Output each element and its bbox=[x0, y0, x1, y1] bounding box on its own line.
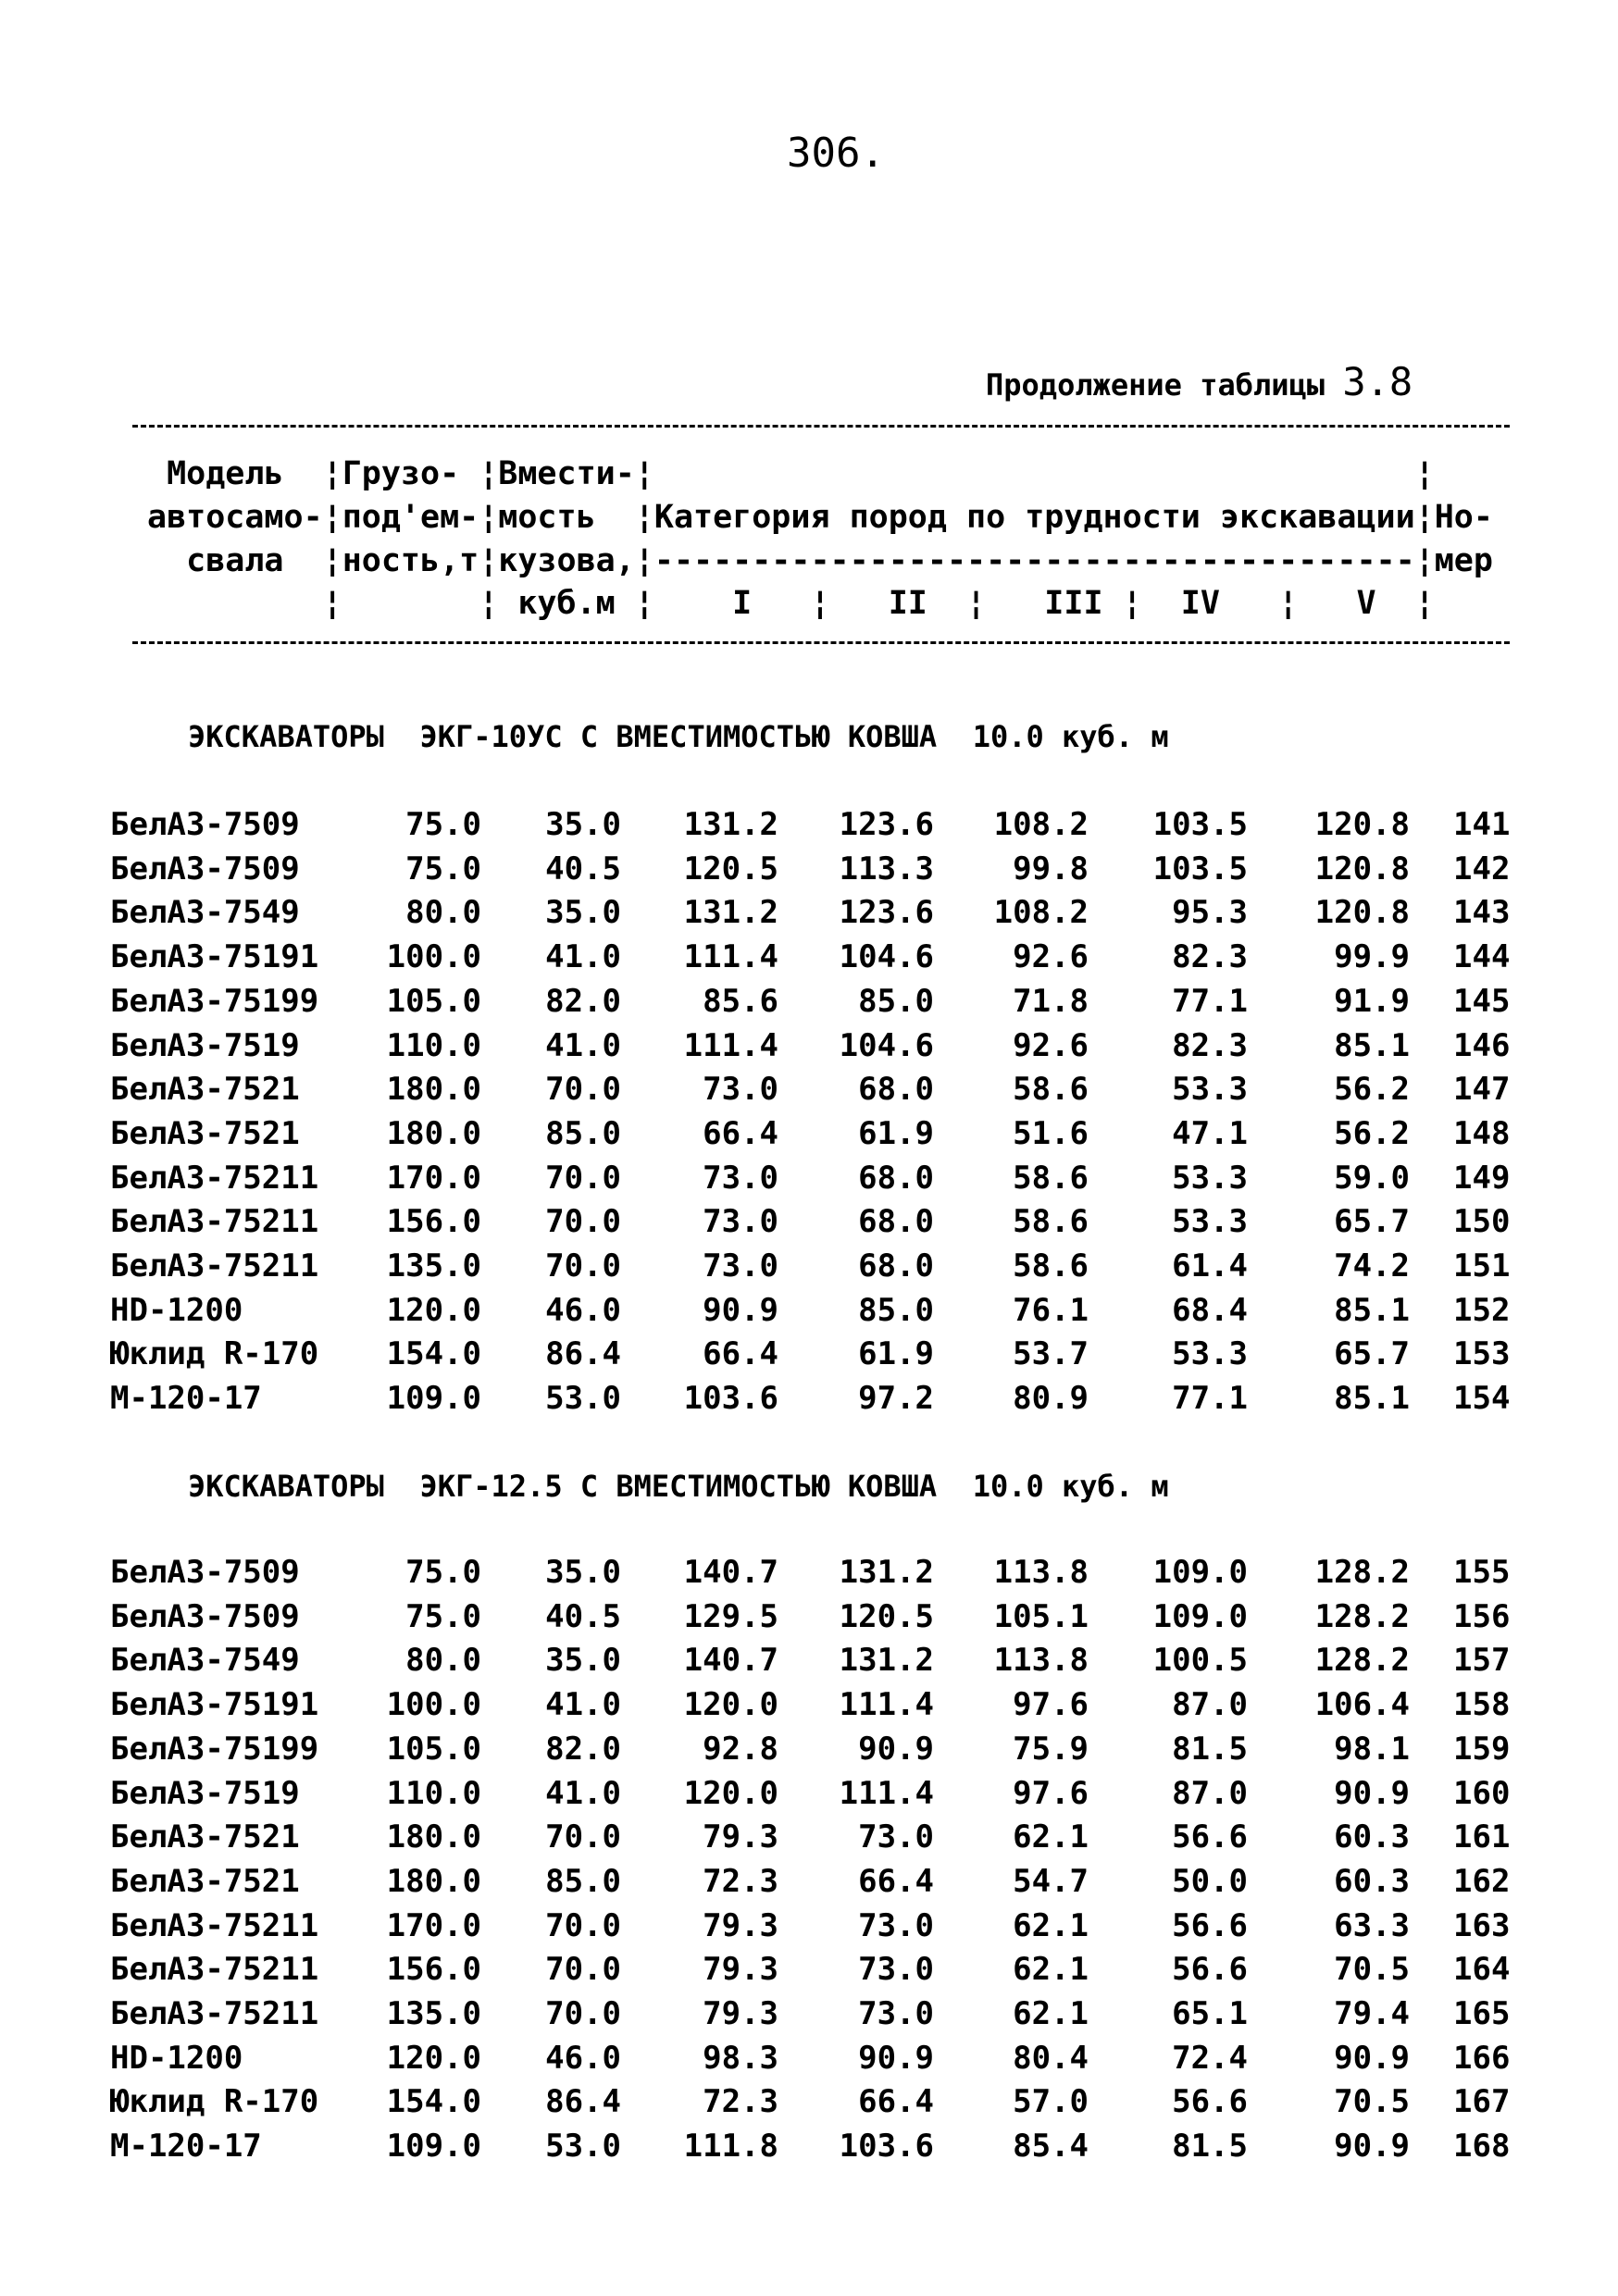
cell-body-volume: 70.0 bbox=[545, 1159, 621, 1197]
cell-cat-v: 60.3 bbox=[1334, 1818, 1410, 1856]
cell-cat-v: 63.3 bbox=[1334, 1906, 1410, 1944]
cell-cat-iv: 81.5 bbox=[1172, 2128, 1248, 2166]
cell-payload-t: 75.0 bbox=[405, 850, 481, 887]
cell-model: БелАЗ-7549 bbox=[110, 1642, 300, 1680]
header-line-3: свала ¦ность,т¦кузова,¦---------------------------------------¦мер bbox=[147, 542, 1493, 579]
table-row bbox=[0, 894, 1618, 937]
cell-payload-t: 75.0 bbox=[405, 1597, 481, 1635]
cell-cat-iii: 58.6 bbox=[1013, 1159, 1089, 1197]
cell-cat-i: 79.3 bbox=[703, 1995, 778, 2032]
cell-cat-iii: 62.1 bbox=[1013, 1951, 1089, 1989]
cell-cat-i: 98.3 bbox=[703, 2039, 778, 2077]
cell-model: БелАЗ-7509 bbox=[110, 1554, 300, 1591]
cell-model: БелАЗ-7549 bbox=[110, 894, 300, 932]
cell-body-volume: 82.0 bbox=[545, 982, 621, 1020]
cell-model: БелАЗ-75211 bbox=[110, 1906, 319, 1944]
cell-model: БелАЗ-75211 bbox=[110, 1995, 319, 2032]
cell-cat-v: 59.0 bbox=[1334, 1159, 1410, 1197]
cell-cat-iii: 57.0 bbox=[1013, 2083, 1089, 2121]
cell-payload-t: 100.0 bbox=[386, 1686, 481, 1724]
cell-model: М-120-17 bbox=[110, 1380, 262, 1418]
cell-cat-ii: 90.9 bbox=[858, 1730, 934, 1768]
cell-number: 161 bbox=[1453, 1818, 1511, 1856]
header-bottom-rule bbox=[132, 641, 1510, 644]
table-row bbox=[0, 1951, 1618, 1993]
cell-cat-ii: 113.3 bbox=[839, 850, 934, 887]
cell-cat-iii: 75.9 bbox=[1013, 1730, 1089, 1768]
cell-number: 154 bbox=[1453, 1380, 1511, 1418]
cell-cat-v: 60.3 bbox=[1334, 1862, 1410, 1900]
cell-model: БелАЗ-75191 bbox=[110, 1686, 319, 1724]
cell-cat-i: 120.0 bbox=[683, 1774, 778, 1812]
cell-body-volume: 70.0 bbox=[545, 1906, 621, 1944]
cell-cat-ii: 85.0 bbox=[858, 1291, 934, 1329]
cell-cat-i: 79.3 bbox=[703, 1818, 778, 1856]
cell-cat-v: 70.5 bbox=[1334, 2083, 1410, 2121]
cell-body-volume: 86.4 bbox=[545, 2083, 621, 2121]
cell-cat-i: 131.2 bbox=[683, 894, 778, 932]
cell-number: 152 bbox=[1453, 1291, 1511, 1329]
cell-cat-ii: 123.6 bbox=[839, 894, 934, 932]
cell-cat-i: 79.3 bbox=[703, 1951, 778, 1989]
cell-body-volume: 46.0 bbox=[545, 1291, 621, 1329]
cell-cat-iv: 103.5 bbox=[1152, 850, 1248, 887]
table-row bbox=[0, 1247, 1618, 1290]
cell-cat-iv: 72.4 bbox=[1172, 2039, 1248, 2077]
cell-cat-iii: 54.7 bbox=[1013, 1862, 1089, 1900]
cell-cat-iv: 53.3 bbox=[1172, 1071, 1248, 1109]
cell-cat-i: 129.5 bbox=[683, 1597, 778, 1635]
cell-cat-iii: 97.6 bbox=[1013, 1686, 1089, 1724]
cell-cat-i: 120.5 bbox=[683, 850, 778, 887]
table-row bbox=[0, 1907, 1618, 1950]
cell-cat-iv: 56.6 bbox=[1172, 1951, 1248, 1989]
cell-payload-t: 100.0 bbox=[386, 938, 481, 976]
cell-cat-ii: 123.6 bbox=[839, 806, 934, 843]
cell-cat-v: 90.9 bbox=[1334, 1774, 1410, 1812]
cell-body-volume: 35.0 bbox=[545, 894, 621, 932]
cell-body-volume: 70.0 bbox=[545, 1203, 621, 1241]
cell-cat-ii: 104.6 bbox=[839, 1026, 934, 1064]
cell-number: 160 bbox=[1453, 1774, 1511, 1812]
cell-body-volume: 70.0 bbox=[545, 1818, 621, 1856]
cell-cat-i: 73.0 bbox=[703, 1247, 778, 1285]
cell-model: БелАЗ-75199 bbox=[110, 982, 319, 1020]
cell-number: 141 bbox=[1453, 806, 1511, 843]
cell-body-volume: 35.0 bbox=[545, 806, 621, 843]
cell-cat-ii: 61.9 bbox=[858, 1114, 934, 1152]
cell-payload-t: 180.0 bbox=[386, 1114, 481, 1152]
table-row bbox=[0, 1554, 1618, 1596]
cell-cat-ii: 103.6 bbox=[839, 2128, 934, 2166]
cell-cat-iii: 58.6 bbox=[1013, 1071, 1089, 1109]
cell-cat-ii: 66.4 bbox=[858, 2083, 934, 2121]
cell-cat-v: 90.9 bbox=[1334, 2039, 1410, 2077]
cell-cat-i: 103.6 bbox=[683, 1380, 778, 1418]
cell-number: 158 bbox=[1453, 1686, 1511, 1724]
cell-cat-i: 72.3 bbox=[703, 1862, 778, 1900]
cell-cat-iii: 85.4 bbox=[1013, 2128, 1089, 2166]
cell-cat-iii: 99.8 bbox=[1013, 850, 1089, 887]
cell-number: 142 bbox=[1453, 850, 1511, 887]
cell-cat-iv: 47.1 bbox=[1172, 1114, 1248, 1152]
table-row bbox=[0, 1818, 1618, 1861]
cell-body-volume: 53.0 bbox=[545, 2128, 621, 2166]
cell-body-volume: 41.0 bbox=[545, 1026, 621, 1064]
cell-number: 143 bbox=[1453, 894, 1511, 932]
cell-payload-t: 180.0 bbox=[386, 1862, 481, 1900]
cell-model: БелАЗ-75199 bbox=[110, 1730, 319, 1768]
table-row bbox=[0, 2128, 1618, 2170]
cell-cat-ii: 120.5 bbox=[839, 1597, 934, 1635]
table-row bbox=[0, 806, 1618, 849]
cell-cat-iv: 65.1 bbox=[1172, 1995, 1248, 2032]
cell-cat-v: 106.4 bbox=[1314, 1686, 1410, 1724]
cell-number: 149 bbox=[1453, 1159, 1511, 1197]
cell-cat-iv: 56.6 bbox=[1172, 1818, 1248, 1856]
cell-cat-iv: 87.0 bbox=[1172, 1774, 1248, 1812]
cell-cat-ii: 68.0 bbox=[858, 1203, 934, 1241]
cell-cat-iii: 80.4 bbox=[1013, 2039, 1089, 2077]
cell-number: 145 bbox=[1453, 982, 1511, 1020]
cell-cat-ii: 131.2 bbox=[839, 1642, 934, 1680]
cell-cat-iv: 61.4 bbox=[1172, 1247, 1248, 1285]
table-row bbox=[0, 2083, 1618, 2126]
cell-model: БелАЗ-7521 bbox=[110, 1818, 300, 1856]
cell-cat-iii: 108.2 bbox=[993, 806, 1089, 843]
cell-model: HD-1200 bbox=[110, 2039, 243, 2077]
cell-number: 147 bbox=[1453, 1071, 1511, 1109]
cell-cat-v: 91.9 bbox=[1334, 982, 1410, 1020]
cell-body-volume: 85.0 bbox=[545, 1114, 621, 1152]
table-row bbox=[0, 1160, 1618, 1202]
cell-cat-ii: 104.6 bbox=[839, 938, 934, 976]
cell-model: БелАЗ-75191 bbox=[110, 938, 319, 976]
cell-model: БелАЗ-7519 bbox=[110, 1026, 300, 1064]
cell-body-volume: 40.5 bbox=[545, 1597, 621, 1635]
table-row bbox=[0, 1686, 1618, 1729]
cell-cat-i: 111.4 bbox=[683, 938, 778, 976]
cell-model: БелАЗ-7521 bbox=[110, 1071, 300, 1109]
cell-number: 159 bbox=[1453, 1730, 1511, 1768]
cell-cat-ii: 73.0 bbox=[858, 1906, 934, 1944]
cell-number: 166 bbox=[1453, 2039, 1511, 2077]
cell-model: Юклид R-170 bbox=[110, 1335, 319, 1373]
table-row bbox=[0, 850, 1618, 893]
cell-cat-ii: 68.0 bbox=[858, 1071, 934, 1109]
cell-body-volume: 70.0 bbox=[545, 1247, 621, 1285]
cell-number: 167 bbox=[1453, 2083, 1511, 2121]
table-row bbox=[0, 983, 1618, 1025]
cell-payload-t: 80.0 bbox=[405, 1642, 481, 1680]
cell-number: 151 bbox=[1453, 1247, 1511, 1285]
cell-model: БелАЗ-7509 bbox=[110, 806, 300, 843]
cell-cat-ii: 90.9 bbox=[858, 2039, 934, 2077]
cell-cat-i: 73.0 bbox=[703, 1159, 778, 1197]
cell-cat-iii: 53.7 bbox=[1013, 1335, 1089, 1373]
cell-cat-iv: 81.5 bbox=[1172, 1730, 1248, 1768]
cell-model: БелАЗ-7509 bbox=[110, 1597, 300, 1635]
cell-number: 150 bbox=[1453, 1203, 1511, 1241]
cell-cat-iii: 62.1 bbox=[1013, 1995, 1089, 2032]
cell-cat-iii: 58.6 bbox=[1013, 1203, 1089, 1241]
cell-cat-ii: 73.0 bbox=[858, 1951, 934, 1989]
header-line-4: ¦ ¦ куб.м ¦ I ¦ II ¦ III ¦ IV ¦ V ¦ bbox=[147, 585, 1435, 622]
cell-payload-t: 120.0 bbox=[386, 1291, 481, 1329]
cell-cat-v: 90.9 bbox=[1334, 2128, 1410, 2166]
cell-payload-t: 105.0 bbox=[386, 1730, 481, 1768]
cell-payload-t: 156.0 bbox=[386, 1951, 481, 1989]
page-number: 306. bbox=[787, 130, 885, 177]
cell-cat-ii: 131.2 bbox=[839, 1554, 934, 1591]
cell-cat-ii: 73.0 bbox=[858, 1995, 934, 2032]
cell-cat-v: 74.2 bbox=[1334, 1247, 1410, 1285]
cell-cat-i: 120.0 bbox=[683, 1686, 778, 1724]
cell-number: 144 bbox=[1453, 938, 1511, 976]
cell-number: 155 bbox=[1453, 1554, 1511, 1591]
cell-body-volume: 86.4 bbox=[545, 1335, 621, 1373]
cell-cat-v: 85.1 bbox=[1334, 1026, 1410, 1064]
cell-body-volume: 70.0 bbox=[545, 1995, 621, 2032]
cell-cat-iii: 92.6 bbox=[1013, 938, 1089, 976]
cell-cat-i: 85.6 bbox=[703, 982, 778, 1020]
cell-cat-iv: 82.3 bbox=[1172, 938, 1248, 976]
cell-payload-t: 154.0 bbox=[386, 2083, 481, 2121]
cell-cat-iii: 58.6 bbox=[1013, 1247, 1089, 1285]
cell-cat-i: 90.9 bbox=[703, 1291, 778, 1329]
cell-cat-v: 56.2 bbox=[1334, 1071, 1410, 1109]
section-title-ekg-12-5: ЭКСКАВАТОРЫ ЭКГ-12.5 С ВМЕСТИМОСТЬЮ КОВША 10.0 куб. м bbox=[188, 1469, 1169, 1504]
cell-cat-i: 66.4 bbox=[703, 1335, 778, 1373]
cell-cat-ii: 61.9 bbox=[858, 1335, 934, 1373]
cell-number: 153 bbox=[1453, 1335, 1511, 1373]
cell-cat-v: 128.2 bbox=[1314, 1554, 1410, 1591]
table-row bbox=[0, 1995, 1618, 2038]
cell-cat-ii: 97.2 bbox=[858, 1380, 934, 1418]
cell-cat-v: 120.8 bbox=[1314, 850, 1410, 887]
cell-cat-i: 111.8 bbox=[683, 2128, 778, 2166]
cell-cat-iv: 77.1 bbox=[1172, 982, 1248, 1020]
cell-cat-iii: 113.8 bbox=[993, 1642, 1089, 1680]
cell-cat-iv: 56.6 bbox=[1172, 1906, 1248, 1944]
cell-payload-t: 75.0 bbox=[405, 806, 481, 843]
table-number: 3.8 bbox=[1342, 359, 1413, 404]
cell-cat-iv: 56.6 bbox=[1172, 2083, 1248, 2121]
cell-cat-iv: 82.3 bbox=[1172, 1026, 1248, 1064]
cell-cat-v: 85.1 bbox=[1334, 1380, 1410, 1418]
cell-cat-v: 99.9 bbox=[1334, 938, 1410, 976]
cell-cat-i: 140.7 bbox=[683, 1642, 778, 1680]
cell-cat-v: 85.1 bbox=[1334, 1291, 1410, 1329]
cell-cat-ii: 73.0 bbox=[858, 1818, 934, 1856]
cell-cat-iv: 109.0 bbox=[1152, 1554, 1248, 1591]
cell-cat-iv: 53.3 bbox=[1172, 1203, 1248, 1241]
cell-cat-iii: 62.1 bbox=[1013, 1818, 1089, 1856]
cell-model: БелАЗ-75211 bbox=[110, 1247, 319, 1285]
cell-body-volume: 70.0 bbox=[545, 1951, 621, 1989]
cell-cat-v: 65.7 bbox=[1334, 1335, 1410, 1373]
cell-payload-t: 105.0 bbox=[386, 982, 481, 1020]
cell-cat-iv: 109.0 bbox=[1152, 1597, 1248, 1635]
table-row bbox=[0, 1863, 1618, 1905]
table-row bbox=[0, 1027, 1618, 1070]
cell-body-volume: 35.0 bbox=[545, 1642, 621, 1680]
cell-model: БелАЗ-7509 bbox=[110, 850, 300, 887]
cell-payload-t: 135.0 bbox=[386, 1247, 481, 1285]
table-row bbox=[0, 1203, 1618, 1246]
cell-cat-ii: 85.0 bbox=[858, 982, 934, 1020]
cell-cat-iii: 105.1 bbox=[993, 1597, 1089, 1635]
section-title-ekg-10us: ЭКСКАВАТОРЫ ЭКГ-10УС С ВМЕСТИМОСТЬЮ КОВША 10.0 куб. м bbox=[188, 719, 1169, 754]
cell-cat-iii: 51.6 bbox=[1013, 1114, 1089, 1152]
cell-body-volume: 35.0 bbox=[545, 1554, 621, 1591]
cell-cat-iii: 76.1 bbox=[1013, 1291, 1089, 1329]
cell-model: Юклид R-170 bbox=[110, 2083, 319, 2121]
cell-number: 157 bbox=[1453, 1642, 1511, 1680]
cell-payload-t: 180.0 bbox=[386, 1818, 481, 1856]
caption-text: Продолжение таблицы bbox=[986, 367, 1343, 403]
table-row bbox=[0, 1380, 1618, 1422]
cell-cat-v: 70.5 bbox=[1334, 1951, 1410, 1989]
cell-cat-iv: 53.3 bbox=[1172, 1335, 1248, 1373]
cell-cat-iii: 92.6 bbox=[1013, 1026, 1089, 1064]
cell-number: 168 bbox=[1453, 2128, 1511, 2166]
cell-cat-iv: 87.0 bbox=[1172, 1686, 1248, 1724]
cell-model: БелАЗ-7521 bbox=[110, 1114, 300, 1152]
table-row bbox=[0, 1775, 1618, 1818]
cell-body-volume: 41.0 bbox=[545, 938, 621, 976]
table-caption bbox=[986, 359, 1413, 404]
cell-cat-i: 73.0 bbox=[703, 1203, 778, 1241]
cell-cat-i: 140.7 bbox=[683, 1554, 778, 1591]
cell-payload-t: 120.0 bbox=[386, 2039, 481, 2077]
cell-payload-t: 80.0 bbox=[405, 894, 481, 932]
cell-cat-v: 128.2 bbox=[1314, 1642, 1410, 1680]
cell-cat-iv: 95.3 bbox=[1172, 894, 1248, 932]
cell-model: М-120-17 bbox=[110, 2128, 262, 2166]
cell-payload-t: 154.0 bbox=[386, 1335, 481, 1373]
cell-payload-t: 110.0 bbox=[386, 1026, 481, 1064]
cell-model: БелАЗ-7521 bbox=[110, 1862, 300, 1900]
cell-body-volume: 70.0 bbox=[545, 1071, 621, 1109]
cell-cat-iii: 108.2 bbox=[993, 894, 1089, 932]
cell-model: БелАЗ-7519 bbox=[110, 1774, 300, 1812]
cell-cat-v: 56.2 bbox=[1334, 1114, 1410, 1152]
cell-cat-iv: 68.4 bbox=[1172, 1291, 1248, 1329]
cell-number: 156 bbox=[1453, 1597, 1511, 1635]
table-row bbox=[0, 1642, 1618, 1684]
table-row bbox=[0, 1115, 1618, 1158]
cell-payload-t: 109.0 bbox=[386, 1380, 481, 1418]
cell-body-volume: 41.0 bbox=[545, 1686, 621, 1724]
cell-cat-v: 120.8 bbox=[1314, 894, 1410, 932]
table-row bbox=[0, 2040, 1618, 2082]
cell-cat-i: 72.3 bbox=[703, 2083, 778, 2121]
cell-cat-iii: 80.9 bbox=[1013, 1380, 1089, 1418]
cell-body-volume: 40.5 bbox=[545, 850, 621, 887]
cell-cat-i: 79.3 bbox=[703, 1906, 778, 1944]
cell-cat-iv: 103.5 bbox=[1152, 806, 1248, 843]
cell-body-volume: 46.0 bbox=[545, 2039, 621, 2077]
cell-payload-t: 170.0 bbox=[386, 1906, 481, 1944]
cell-cat-ii: 68.0 bbox=[858, 1159, 934, 1197]
cell-body-volume: 53.0 bbox=[545, 1380, 621, 1418]
cell-cat-v: 79.4 bbox=[1334, 1995, 1410, 2032]
cell-number: 164 bbox=[1453, 1951, 1511, 1989]
cell-cat-ii: 66.4 bbox=[858, 1862, 934, 1900]
cell-cat-ii: 68.0 bbox=[858, 1247, 934, 1285]
cell-cat-iii: 113.8 bbox=[993, 1554, 1089, 1591]
cell-payload-t: 110.0 bbox=[386, 1774, 481, 1812]
table-row bbox=[0, 1292, 1618, 1334]
cell-payload-t: 109.0 bbox=[386, 2128, 481, 2166]
header-top-rule bbox=[132, 425, 1510, 428]
cell-payload-t: 170.0 bbox=[386, 1159, 481, 1197]
cell-cat-i: 73.0 bbox=[703, 1071, 778, 1109]
cell-cat-iii: 71.8 bbox=[1013, 982, 1089, 1020]
cell-cat-iv: 77.1 bbox=[1172, 1380, 1248, 1418]
cell-number: 148 bbox=[1453, 1114, 1511, 1152]
table-row bbox=[0, 1731, 1618, 1773]
cell-payload-t: 135.0 bbox=[386, 1995, 481, 2032]
cell-model: БелАЗ-75211 bbox=[110, 1951, 319, 1989]
cell-payload-t: 75.0 bbox=[405, 1554, 481, 1591]
cell-cat-iv: 50.0 bbox=[1172, 1862, 1248, 1900]
cell-cat-v: 65.7 bbox=[1334, 1203, 1410, 1241]
cell-model: БелАЗ-75211 bbox=[110, 1203, 319, 1241]
cell-cat-i: 111.4 bbox=[683, 1026, 778, 1064]
cell-cat-ii: 111.4 bbox=[839, 1686, 934, 1724]
cell-cat-v: 128.2 bbox=[1314, 1597, 1410, 1635]
cell-cat-v: 98.1 bbox=[1334, 1730, 1410, 1768]
cell-cat-ii: 111.4 bbox=[839, 1774, 934, 1812]
header-line-1: Модель ¦Грузо- ¦Вмести-¦ ¦ bbox=[147, 455, 1435, 492]
table-row bbox=[0, 1598, 1618, 1641]
cell-cat-iv: 53.3 bbox=[1172, 1159, 1248, 1197]
cell-cat-i: 92.8 bbox=[703, 1730, 778, 1768]
cell-model: HD-1200 bbox=[110, 1291, 243, 1329]
table-row bbox=[0, 1071, 1618, 1113]
cell-cat-i: 66.4 bbox=[703, 1114, 778, 1152]
cell-number: 163 bbox=[1453, 1906, 1511, 1944]
cell-payload-t: 180.0 bbox=[386, 1071, 481, 1109]
cell-cat-i: 131.2 bbox=[683, 806, 778, 843]
cell-cat-iii: 62.1 bbox=[1013, 1906, 1089, 1944]
cell-cat-iv: 100.5 bbox=[1152, 1642, 1248, 1680]
cell-model: БелАЗ-75211 bbox=[110, 1159, 319, 1197]
cell-cat-iii: 97.6 bbox=[1013, 1774, 1089, 1812]
cell-body-volume: 41.0 bbox=[545, 1774, 621, 1812]
header-line-2: автосамо-¦под'ем-¦мость ¦Категория пород по трудности экскавации¦Но- bbox=[147, 499, 1493, 536]
cell-number: 162 bbox=[1453, 1862, 1511, 1900]
cell-body-volume: 82.0 bbox=[545, 1730, 621, 1768]
cell-payload-t: 156.0 bbox=[386, 1203, 481, 1241]
table-row bbox=[0, 1335, 1618, 1378]
cell-cat-v: 120.8 bbox=[1314, 806, 1410, 843]
cell-number: 146 bbox=[1453, 1026, 1511, 1064]
cell-body-volume: 85.0 bbox=[545, 1862, 621, 1900]
cell-number: 165 bbox=[1453, 1995, 1511, 2032]
table-row bbox=[0, 938, 1618, 981]
